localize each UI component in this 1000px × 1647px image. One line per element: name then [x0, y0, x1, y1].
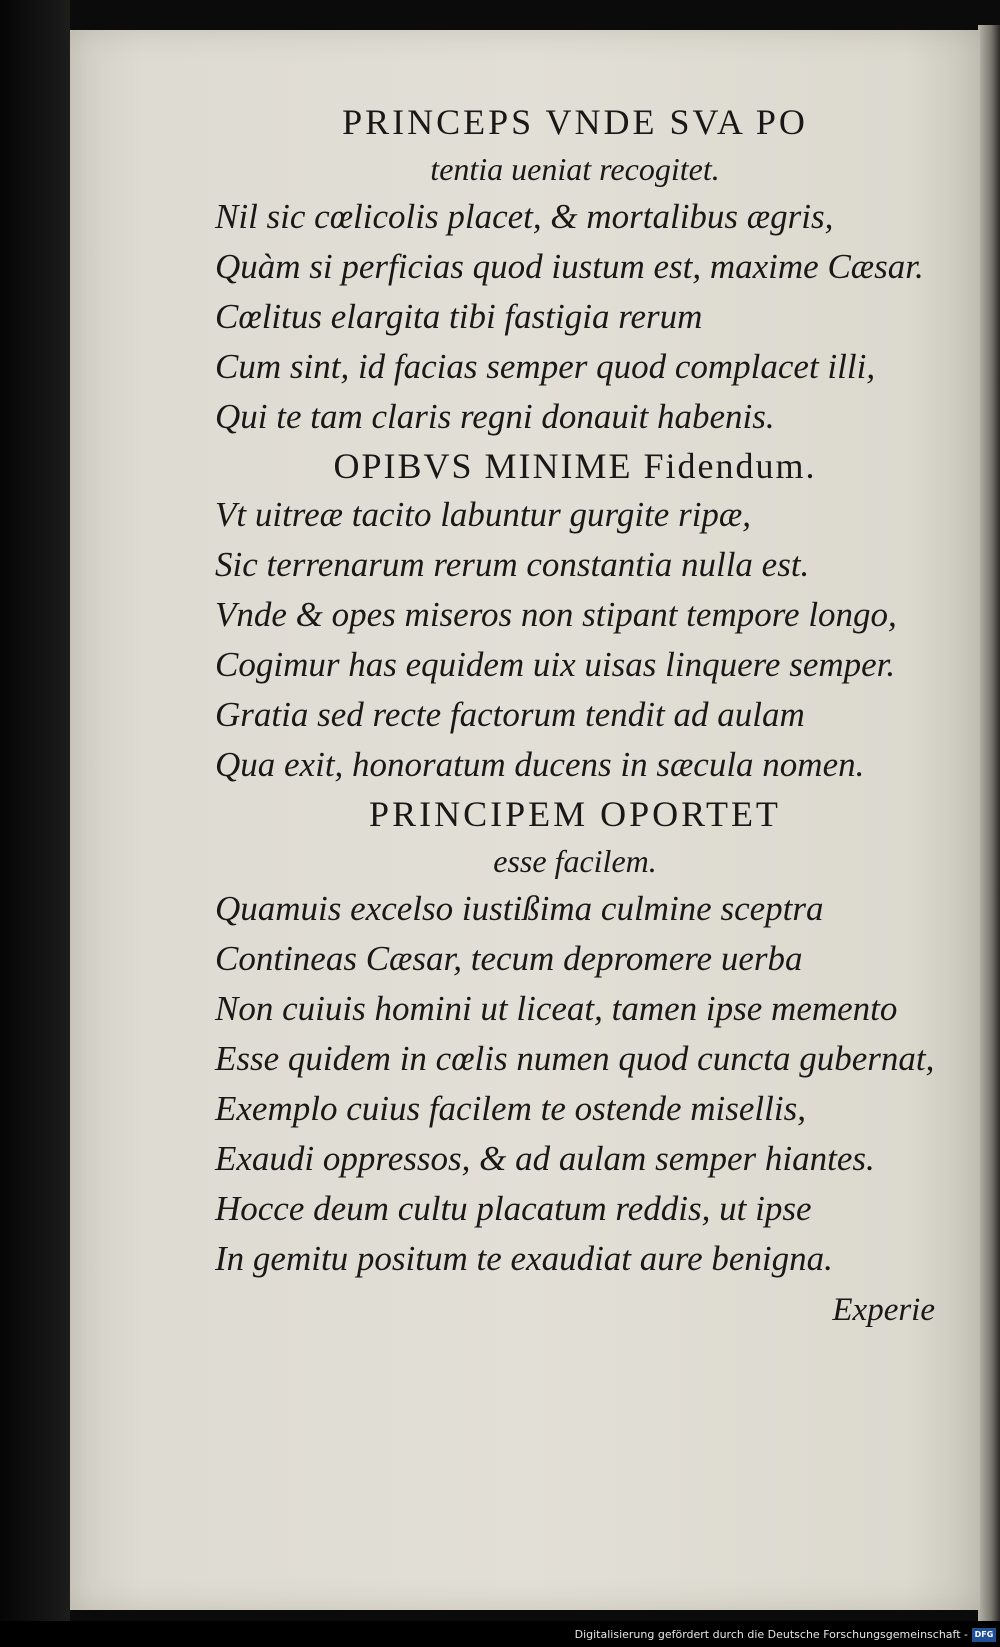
scan-margin-left	[0, 0, 70, 1647]
verse-line: Esse quidem in cœlis numen quod cuncta gubernat,	[215, 1039, 935, 1078]
verse-line: Nil sic cœlicolis placet, & mortalibus ægris,	[215, 197, 834, 236]
verse-line: Gratia sed recte factorum tendit ad aulam	[215, 695, 805, 734]
verse-lines	[215, 192, 935, 442]
verse-line: Cogimur has equidem uix uisas linquere semper.	[215, 645, 896, 684]
verse-line: Quàm si perficias quod iustum est, maxime Cæsar.	[215, 247, 924, 286]
verse-line: Vnde & opes miseros non stipant tempore longo,	[215, 595, 897, 634]
verse-line: Qui te tam claris regni donauit habenis.	[215, 397, 775, 436]
verse-line: Vt uitreæ tacito labuntur gurgite ripæ,	[215, 495, 752, 534]
verse-line: In gemitu positum te exaudiat aure benigna.	[215, 1239, 833, 1278]
verse-lines	[215, 884, 935, 1284]
verse-line: Qua exit, honoratum ducens in sæcula nomen.	[215, 745, 865, 784]
verse-line: Cum sint, id facias semper quod complacet illi,	[215, 347, 876, 386]
funding-credit: Digitalisierung gefördert durch die Deutsche Forschungsgemeinschaft -	[574, 1628, 968, 1641]
dfg-logo-icon: DFG	[972, 1628, 996, 1642]
verse-line: Hocce deum cultu placatum reddis, ut ipse	[215, 1189, 812, 1228]
section-heading: PRINCEPS VNDE SVA PO	[342, 102, 808, 142]
section-heading: PRINCIPEM OPORTET	[369, 794, 781, 834]
poem-section-3	[215, 790, 935, 1284]
page-text-block	[215, 98, 935, 1362]
verse-line: Cœlitus elargita tibi fastigia rerum	[215, 297, 703, 336]
poem-section-2	[215, 442, 935, 790]
verse-line: Sic terrenarum rerum constantia nulla est.	[215, 545, 810, 584]
verse-line: Contineas Cæsar, tecum depromere uerba	[215, 939, 803, 978]
verse-line: Non cuiuis homini ut liceat, tamen ipse memento	[215, 989, 898, 1028]
catchword: Experie	[832, 1292, 935, 1328]
page-fore-edge	[978, 25, 1000, 1625]
section-subheading: esse facilem.	[493, 843, 657, 879]
footer-bar	[0, 1621, 1000, 1647]
verse-line: Exemplo cuius facilem te ostende misellis,	[215, 1089, 806, 1128]
verse-line: Exaudi oppressos, & ad aulam semper hiantes.	[215, 1139, 875, 1178]
poem-section-1	[215, 98, 935, 442]
section-subheading: tentia ueniat recogitet.	[430, 151, 720, 187]
verse-lines	[215, 490, 935, 790]
section-heading: OPIBVS MINIME Fidendum.	[333, 446, 817, 486]
book-page	[70, 30, 980, 1610]
verse-line: Quamuis excelso iustißima culmine sceptra	[215, 889, 824, 928]
